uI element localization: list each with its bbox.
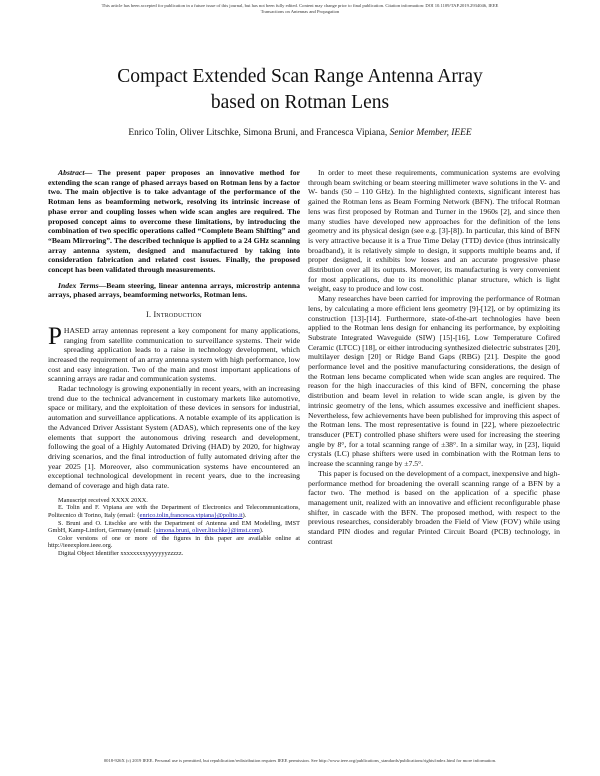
- abstract: [48, 168, 300, 275]
- email-link-polito[interactable]: enrico.tolin,francesca.vipiana}@polito.it: [139, 511, 243, 519]
- author-list: [40, 128, 560, 138]
- paper-title: [40, 64, 560, 116]
- footnote-1-bracket: {: [136, 511, 140, 519]
- footnote-received: Manuscript received XXXX 20XX.: [58, 496, 148, 504]
- index-terms-label: Index Terms: [58, 280, 99, 290]
- abstract-text: The present paper proposes an innovative method for extending the scan range of phased arrays based on Rotman lens by a factor two. The main objective is to take advantage of the performance of the Rotman lens as beamforming network, resolving its intrinsic increase of phase error and coupling losses when wide scan angles are required. The proposed concept aims to overcome these limitations, by introducing the combination of two specific operations called “Complete Beam Shifting” and “Beam Mirroring”. The described technique is applied to a 24 GHz scanning array antenna system, designed and manufactured by taking into consideration fabrication and related cost issues. Finally, the proposed concept has been validated through measurements.: [48, 168, 300, 275]
- title-line-1: Compact Extended Scan Range Antenna Array: [117, 66, 483, 87]
- copyright-footer: 0018-926X (c) 2019 IEEE. Personal use is permitted, but republication/redistribution requires IEEE permission. See http://www.ieee.org/publications_standards/publications/rights/index.html for more information.: [103, 758, 497, 763]
- footnote-2-text: S. Bruni and O. Litschke are with the Department of Antenna and EM Modelling, IMST GmbH, Kamp-Lintfort, Germany (email:: [48, 519, 300, 535]
- footnote-2-bracket: {: [152, 527, 156, 535]
- email-link-imst[interactable]: simona.bruni, oliver.litschke}@imst.com: [155, 527, 260, 535]
- footnote-2-end: ).: [259, 527, 264, 535]
- footnotes: [48, 497, 300, 558]
- footnote-color-versions: Color versions of one or more of the figures in this paper are available online at http://ieeexplore.ieee.org.: [48, 534, 300, 550]
- section-title: Introduction: [153, 310, 202, 320]
- intro-paragraph-3: In order to meet these requirements, communication systems are evolving through beam switching or beam steering millimeter wave solutions in the V- and W- bands (50 – 110 GHz). In the highlighted contexts, significant interest has gained the Rotman lens as Beam Forming Network (BFN). The trifocal Rotman lens was first proposed by Rotman and Turner in the 1960s [2], and since then many studies have developed new approaches for the definition of the lens geometry and its physical design (see e.g. [3]-[8]). In particular, this kind of BFN is very attractive because it is a True Time Delay (TTD) device (thus intrinsically broadband), it is relatively simple to design, it supports multiple beams and, if proper designed, it exhibits low losses and an accurate progressive phase distribution over all its outputs. Moreover, its manufacturing is very convenient for most applications, due to its monolithic planar structure, which is light weight, easy to produce and low cost.: [308, 168, 560, 294]
- section-number: I.: [146, 310, 152, 320]
- author-names: Enrico Tolin, Oliver Litschke, Simona Bruni, and Francesca Vipiana,: [128, 128, 388, 138]
- intro-paragraph-1: [48, 322, 300, 384]
- left-column: [48, 168, 300, 558]
- right-column: [308, 168, 560, 546]
- title-line-2: based on Rotman Lens: [210, 92, 390, 113]
- index-terms-text: —Beam steering, linear antenna arrays, microstrip antenna arrays, phased arrays, beamforming networks, Rotman lens.: [48, 280, 301, 300]
- banner-line-1: This article has been accepted for publication in a future issue of this journal, but has not been fully edited. Content may change prior to final publication. Citation information: DOI 10.1109/TAP.2019.2934046, IEEE: [101, 3, 499, 8]
- author-membership: Senior Member, IEEE: [389, 128, 472, 138]
- section-heading-introduction: [48, 310, 300, 320]
- intro-paragraph-1-text: HASED array antennas represent a key component for many applications, ranging from satellite communication to surveillance systems. Their wide spreading application leads to a raise in technology development, which increased the requirement of an array antenna system with high performance, low cost and easy integration. Two of the main and most important applications of scanning arrays are radar and communication systems.: [48, 325, 300, 384]
- abstract-label: Abstract—: [58, 168, 93, 177]
- banner-line-2: Transactions on Antennas and Propagation: [260, 9, 340, 15]
- footnote-1-text: E. Tolin and F. Vipiana are with the Department of Electronics and Telecommunications, Politecnico di Torino, Italy (email:: [48, 504, 300, 519]
- footnote-affiliation-1: [48, 504, 300, 519]
- drop-cap: P: [48, 322, 62, 350]
- intro-paragraph-4: Many researches have been carried for improving the performance of Rotman lens, by calculating a more efficient lens geometry [9]-[12], or by optimizing its construction [13]-[14]. Furthermore, state-of-the-art technologies have been applied to the Rotman lens design for enhancing its performance, by exploiting Substrate Integrated Waveguide (SIW) [15]-[16], Low Temperature Cofired Ceramic (LTCC) [18], or either introducing synthesized dielectric substrates [20], multilayer design [20] or Ridge Band Gaps (RBG) [21]. Despite the good performance level and the positive manufacturing considerations, the design of the Rotman lens became complicated when wide scan angles are required. The reason for the high inaccuracies of this kind of BFN, concerning the phase distribution and beam level in relation to wide scan angle, is given by the intrinsic geometry of the lens, which assumes excessive and inefficient shapes. Nevertheless, few achievements have been published for improving this aspect of the Rotman lens. The most representative is found in [22], where piezoelectric transducer (PET) controlled phase shifters were used for increasing the steering angle by 8°, for a total scanning range of ±38°. In a similar way, in [23], liquid crystals (LC) phase shifters were used in combination with the Rotman lens to increase the scanning range by ±7.5°.: [308, 294, 560, 469]
- footnote-doi: Digital Object Identifier xxxxxxxxyyyyyyyzzzzz.: [58, 549, 184, 557]
- journal-banner: [10, 3, 590, 15]
- footnote-1-end: ).: [242, 511, 247, 519]
- footnote-affiliation-2: [48, 520, 300, 535]
- index-terms: [48, 281, 300, 300]
- intro-paragraph-5: This paper is focused on the development of a compact, inexpensive and high-performance method for broadening the overall scanning range of a BFN by a factor two. The method is based on the application of a specific phase management unit, realized with an innovative and efficient reconfigurable phase shifter, in cascade with the BFN. The proposed method, with respect to the previous researches, considerably broaden the Field of View (FOV) while using standard PIN diodes and regular Printed Circuit Board (PCB) technology, in contrast: [308, 468, 560, 546]
- intro-paragraph-2: Radar technology is growing exponentially in recent years, with an increasing trend due to the technical advancement in customary markets like automotive, space or military, and the exploitation of these devices in sensors for industrial, automation and surveillance applications. A notable example of its application is the Advanced Driver Assistant System (ADAS), which represents one of the key elements that support the autonomous driving research and development, following the goal of a Highly Automated Driving (HAD) by 2020, for highway driving scenarios, and the final introduction of fully automated driving after the year 2025 [1]. Moreover, also communication systems have encountered an exceptional technological development in recent years, due to the increasing demand of coverage and high data rate.: [48, 384, 300, 491]
